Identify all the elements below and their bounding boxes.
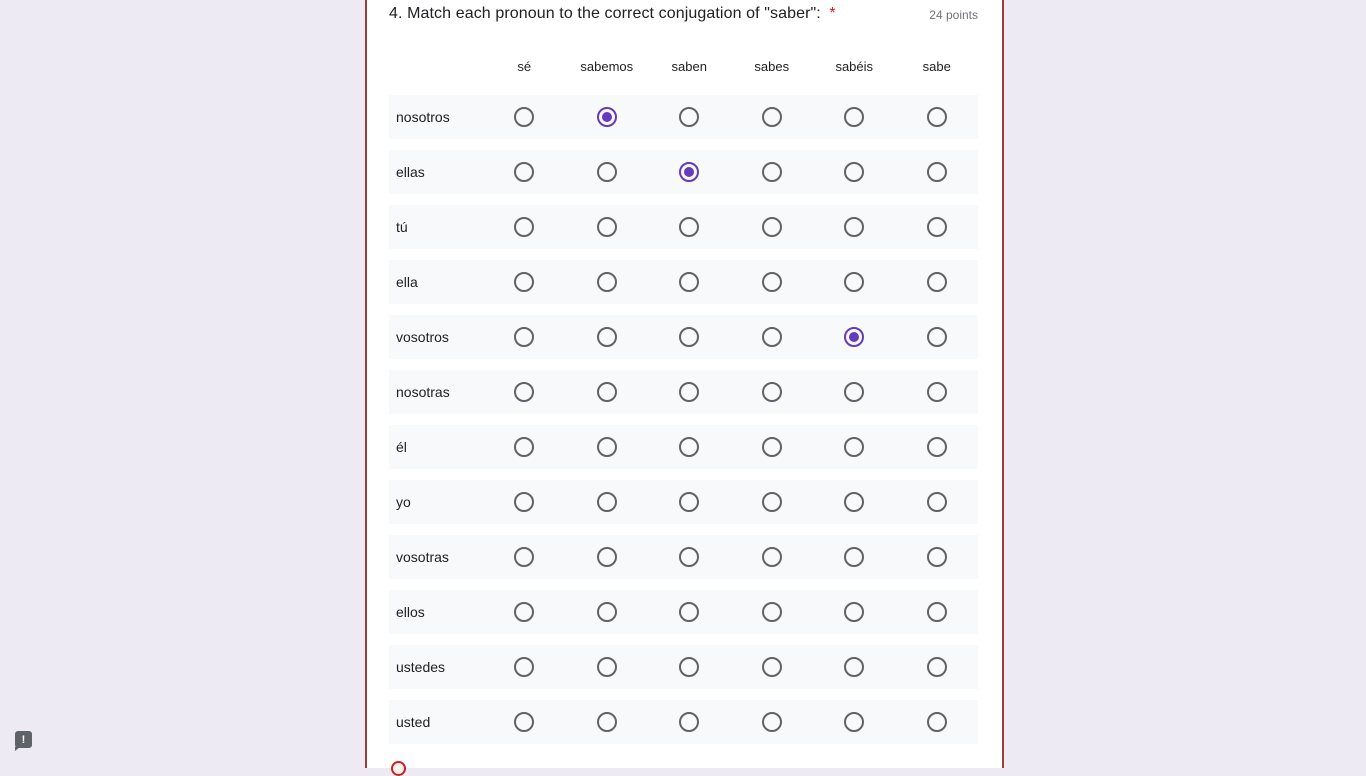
grid-cell (648, 480, 731, 524)
radio-ella-sabemos[interactable] (597, 272, 617, 292)
grid-cell (566, 425, 649, 469)
grid-cell (483, 150, 566, 194)
grid-row-yo (389, 480, 978, 524)
grid-cell (813, 205, 896, 249)
radio-ellos-sabéis[interactable] (844, 602, 864, 622)
grid-header-spacer (389, 58, 483, 74)
grid-cell (896, 95, 979, 139)
radio-él-sabemos[interactable] (597, 437, 617, 457)
radio-ellas-sabe[interactable] (927, 162, 947, 182)
radio-ellos-sabemos[interactable] (597, 602, 617, 622)
radio-ustedes-sabe[interactable] (927, 657, 947, 677)
radio-usted-sabes[interactable] (762, 712, 782, 732)
radio-ustedes-sé[interactable] (514, 657, 534, 677)
radio-ellas-sabemos[interactable] (597, 162, 617, 182)
radio-vosotros-sé[interactable] (514, 327, 534, 347)
grid-cell (896, 205, 979, 249)
column-header-sabe: sabe (922, 58, 951, 74)
radio-yo-sabéis[interactable] (844, 492, 864, 512)
error-icon (391, 761, 406, 776)
radio-vosotros-saben[interactable] (679, 327, 699, 347)
radio-vosotras-sabe[interactable] (927, 547, 947, 567)
radio-nosotros-saben[interactable] (679, 107, 699, 127)
radio-usted-sabéis[interactable] (844, 712, 864, 732)
radio-ellos-sabes[interactable] (762, 602, 782, 622)
radio-ella-sabéis[interactable] (844, 272, 864, 292)
grid-cell (648, 260, 731, 304)
radio-nosotros-sabéis[interactable] (844, 107, 864, 127)
row-label-vosotras: vosotras (396, 549, 449, 565)
grid-cell (813, 700, 896, 744)
radio-yo-sabemos[interactable] (597, 492, 617, 512)
grid-cell (483, 95, 566, 139)
feedback-button[interactable] (15, 731, 32, 748)
radio-vosotros-sabemos[interactable] (597, 327, 617, 347)
radio-yo-sabes[interactable] (762, 492, 782, 512)
radio-vosotras-sabes[interactable] (762, 547, 782, 567)
grid-cell (648, 590, 731, 634)
grid-cell (483, 315, 566, 359)
grid-cell (566, 95, 649, 139)
grid-header-cell (731, 58, 814, 74)
grid-cell (648, 315, 731, 359)
grid-cell (731, 95, 814, 139)
grid-header-cell (648, 58, 731, 74)
grid-cell (648, 425, 731, 469)
grid-cell (731, 205, 814, 249)
radio-ellos-saben[interactable] (679, 602, 699, 622)
grid-cell (483, 535, 566, 579)
radio-nosotros-sabes[interactable] (762, 107, 782, 127)
radio-ellos-sé[interactable] (514, 602, 534, 622)
grid-cell (566, 590, 649, 634)
radio-vosotros-sabes[interactable] (762, 327, 782, 347)
grid-cell (483, 480, 566, 524)
radio-tú-sabes[interactable] (762, 217, 782, 237)
grid-cell (731, 535, 814, 579)
grid-cell (896, 700, 979, 744)
radio-usted-sabemos[interactable] (597, 712, 617, 732)
grid-row-usted (389, 700, 978, 744)
radio-ellas-sé[interactable] (514, 162, 534, 182)
radio-yo-sé[interactable] (514, 492, 534, 512)
row-label-ustedes: ustedes (396, 659, 446, 675)
grid-header-cell (566, 58, 649, 74)
feedback-bubble-tail (15, 747, 20, 751)
grid-cell (896, 315, 979, 359)
grid-cell (648, 370, 731, 414)
column-header-sabéis: sabéis (835, 58, 874, 74)
radio-nosotros-sabemos[interactable] (597, 107, 617, 127)
radio-él-saben[interactable] (679, 437, 699, 457)
grid-cell (731, 590, 814, 634)
grid-row-ellas (389, 150, 978, 194)
radio-él-sé[interactable] (514, 437, 534, 457)
grid-cell (731, 700, 814, 744)
grid-cell (566, 205, 649, 249)
radio-vosotros-sabe[interactable] (927, 327, 947, 347)
question-title-text: 4. Match each pronoun to the correct conjugation of "saber": (389, 5, 826, 22)
row-label-ellas: ellas (396, 164, 425, 180)
radio-nosotras-sé[interactable] (514, 382, 534, 402)
grid-cell (483, 260, 566, 304)
feedback-exclamation-icon: ! (21, 733, 26, 746)
grid-cell (648, 700, 731, 744)
grid-cell (813, 480, 896, 524)
column-header-sabes: sabes (754, 58, 790, 74)
grid-row-nosotros (389, 95, 978, 139)
radio-ellas-saben[interactable] (679, 162, 699, 182)
grid-header-row (389, 58, 978, 74)
radio-ella-saben[interactable] (679, 272, 699, 292)
radio-usted-sabe[interactable] (927, 712, 947, 732)
radio-él-sabe[interactable] (927, 437, 947, 457)
radio-grid (389, 58, 978, 744)
grid-cell (483, 700, 566, 744)
grid-row-ella (389, 260, 978, 304)
grid-cell (648, 645, 731, 689)
radio-vosotras-sabemos[interactable] (597, 547, 617, 567)
row-label-vosotros: vosotros (396, 329, 449, 345)
grid-cell (483, 205, 566, 249)
row-label-ellos: ellos (396, 604, 425, 620)
grid-cell (896, 590, 979, 634)
grid-cell (813, 645, 896, 689)
grid-cell (483, 645, 566, 689)
grid-cell (648, 205, 731, 249)
grid-cell (813, 370, 896, 414)
grid-cell (813, 590, 896, 634)
grid-cell (896, 535, 979, 579)
grid-cell (566, 260, 649, 304)
radio-vosotras-saben[interactable] (679, 547, 699, 567)
radio-yo-sabe[interactable] (927, 492, 947, 512)
grid-cell (731, 315, 814, 359)
radio-ellas-sabes[interactable] (762, 162, 782, 182)
grid-cell (896, 645, 979, 689)
grid-header-cell (896, 58, 979, 74)
row-label-nosotras: nosotras (396, 384, 450, 400)
radio-vosotras-sé[interactable] (514, 547, 534, 567)
grid-cell (731, 150, 814, 194)
radio-ustedes-sabemos[interactable] (597, 657, 617, 677)
question-title (389, 3, 836, 25)
grid-row-ustedes (389, 645, 978, 689)
radio-ustedes-sabéis[interactable] (844, 657, 864, 677)
radio-usted-saben[interactable] (679, 712, 699, 732)
grid-cell (566, 315, 649, 359)
grid-cell (566, 150, 649, 194)
grid-cell (731, 645, 814, 689)
grid-header-cell (813, 58, 896, 74)
grid-cell (483, 370, 566, 414)
radio-tú-sabe[interactable] (927, 217, 947, 237)
radio-nosotros-sé[interactable] (514, 107, 534, 127)
grid-cell (896, 370, 979, 414)
column-header-sabemos: sabemos (580, 58, 634, 74)
row-label-ella: ella (396, 274, 418, 290)
grid-row-vosotros (389, 315, 978, 359)
grid-row-él (389, 425, 978, 469)
radio-ella-sabe[interactable] (927, 272, 947, 292)
radio-tú-sabemos[interactable] (597, 217, 617, 237)
radio-ella-sabes[interactable] (762, 272, 782, 292)
grid-cell (813, 425, 896, 469)
radio-yo-saben[interactable] (679, 492, 699, 512)
grid-row-nosotras (389, 370, 978, 414)
radio-él-sabes[interactable] (762, 437, 782, 457)
radio-tú-sé[interactable] (514, 217, 534, 237)
radio-nosotras-sabemos[interactable] (597, 382, 617, 402)
radio-nosotras-sabe[interactable] (927, 382, 947, 402)
radio-vosotros-sabéis[interactable] (844, 327, 864, 347)
grid-cell (648, 535, 731, 579)
row-label-yo: yo (396, 494, 411, 510)
radio-nosotras-saben[interactable] (679, 382, 699, 402)
grid-cell (896, 150, 979, 194)
row-label-él: él (396, 439, 407, 455)
grid-cell (731, 480, 814, 524)
row-label-usted: usted (396, 714, 431, 730)
radio-tú-sabéis[interactable] (844, 217, 864, 237)
grid-cell (896, 480, 979, 524)
radio-ellos-sabe[interactable] (927, 602, 947, 622)
grid-cell (813, 315, 896, 359)
grid-cell (648, 95, 731, 139)
grid-cell (731, 260, 814, 304)
grid-cell (731, 425, 814, 469)
grid-cell (648, 150, 731, 194)
radio-nosotros-sabe[interactable] (927, 107, 947, 127)
grid-cell (813, 150, 896, 194)
grid-cell (566, 535, 649, 579)
grid-cell (566, 700, 649, 744)
question-header (389, 0, 978, 25)
grid-row-vosotras (389, 535, 978, 579)
grid-cell (896, 260, 979, 304)
grid-cell (896, 425, 979, 469)
grid-cell (731, 370, 814, 414)
radio-ustedes-sabes[interactable] (762, 657, 782, 677)
grid-cell (566, 370, 649, 414)
grid-cell (813, 260, 896, 304)
points-badge: 24 points (929, 8, 978, 22)
radio-ellas-sabéis[interactable] (844, 162, 864, 182)
grid-cell (566, 480, 649, 524)
required-asterisk: * (829, 5, 836, 22)
grid-cell (566, 645, 649, 689)
radio-vosotras-sabéis[interactable] (844, 547, 864, 567)
column-header-saben: saben (671, 58, 707, 74)
grid-cell (483, 590, 566, 634)
grid-row-ellos (389, 590, 978, 634)
column-header-sé: sé (517, 58, 532, 74)
radio-ustedes-saben[interactable] (679, 657, 699, 677)
grid-cell (813, 535, 896, 579)
radio-usted-sé[interactable] (514, 712, 534, 732)
question-card (365, 0, 1004, 768)
grid-cell (483, 425, 566, 469)
radio-ella-sé[interactable] (514, 272, 534, 292)
radio-él-sabéis[interactable] (844, 437, 864, 457)
row-label-tú: tú (396, 219, 408, 235)
grid-cell (813, 95, 896, 139)
grid-header-cell (483, 58, 566, 74)
radio-nosotras-sabéis[interactable] (844, 382, 864, 402)
grid-row-tú (389, 205, 978, 249)
radio-tú-saben[interactable] (679, 217, 699, 237)
row-label-nosotros: nosotros (396, 109, 450, 125)
radio-nosotras-sabes[interactable] (762, 382, 782, 402)
